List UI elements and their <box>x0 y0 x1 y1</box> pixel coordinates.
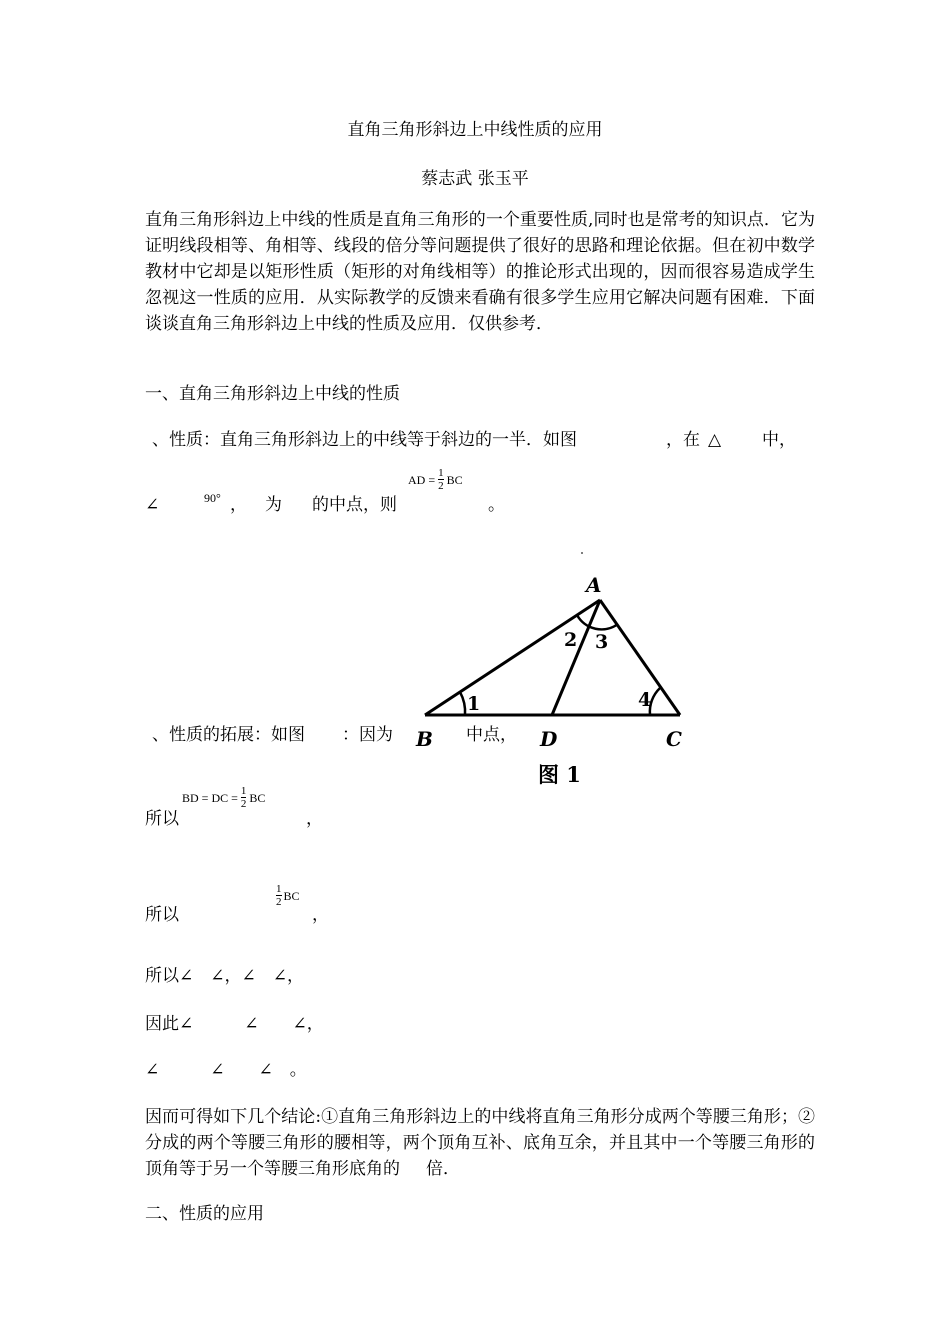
section-heading-2: 二、性质的应用 <box>145 1204 264 1224</box>
fraction-half <box>276 884 282 908</box>
conclusion-tail: 倍． <box>426 1159 460 1179</box>
formula-bd-dc-half-bc <box>182 786 265 810</box>
vertex-d: D <box>540 727 558 751</box>
conclusion-text: 因而可得如下几个结论:①直角三角形斜边上的中线将直角三角形分成两个等腰三角形；②分成的两个等腰三角形的腰相等，两个顶角互补、底角互余，并且其中一个等腰三角形的顶角等于另一个等腰三角形底角的 <box>145 1107 815 1179</box>
vertex-b: B <box>416 727 433 751</box>
angle-2-label: 2 <box>564 629 578 651</box>
arc-angle-1 <box>460 692 465 715</box>
property-2-because: ：因为 <box>342 725 393 745</box>
property-2-text: 、性质的拓展：如图 <box>152 725 305 745</box>
formula-lhs: AD = <box>408 472 436 487</box>
vertex-c: C <box>666 727 682 751</box>
formula-half-bc <box>276 884 300 908</box>
fraction-numerator: 1 <box>240 785 247 797</box>
figure-caption: 图 1 <box>538 762 581 787</box>
property-2-midpoint: 中点， <box>466 725 517 745</box>
angle-1-label: 1 <box>467 693 481 715</box>
authors: 蔡志武 张玉平 <box>421 169 529 189</box>
formula-rhs: BC <box>249 790 266 805</box>
conclusion-paragraph <box>145 1104 815 1182</box>
comma: ， <box>312 905 329 925</box>
formula-rhs: BC <box>446 472 463 487</box>
comma: ， <box>306 809 323 829</box>
section-heading-1: 一、直角三角形斜边上中线的性质 <box>145 384 400 404</box>
angle-3-label: 3 <box>595 631 609 653</box>
fraction-numerator: 1 <box>438 467 444 479</box>
figure-1-triangle <box>410 560 700 795</box>
angle-sum-line: ∠ ∠ ∠ 。 <box>145 1060 307 1080</box>
midpoint-then: 的中点，则 <box>312 495 397 515</box>
document-title: 直角三角形斜边上中线性质的应用 <box>347 120 603 140</box>
angle-arcs <box>460 615 660 715</box>
fraction-numerator: 1 <box>276 883 282 895</box>
formula-ad-half-bc <box>408 468 463 492</box>
fraction-denominator: 2 <box>240 798 247 810</box>
ninety-degrees: 90° <box>204 491 221 505</box>
vertex-a: A <box>586 573 602 597</box>
property-1-in: ，在 <box>666 430 700 450</box>
angle-4-label: 4 <box>638 689 652 711</box>
fraction-half <box>241 786 247 810</box>
therefore-1: 所以 <box>145 809 179 829</box>
side-ab <box>425 600 600 715</box>
comma: ， <box>230 495 247 515</box>
arc-angle-4 <box>650 688 660 715</box>
property-1-text: 、性质：直角三角形斜边上的中线等于斜边的一半．如图 <box>152 430 577 450</box>
intro-paragraph: 直角三角形斜边上中线的性质是直角三角形的一个重要性质,同时也是常考的知识点．它为证明线段相等、角相等、线段的倍分等问题提供了很好的思路和理论依据。但在初中数学教材中它却是以矩形性质（矩形的对角线相等）的推论形式出现的，因而很容易造成学生忽视这一性质的应用．从实际教学的反馈来看确有很多学生应用它解决问题有困难．下面谈谈直角三角形斜边上中线的性质及应用．仅供参考． <box>145 210 815 334</box>
fraction-half <box>438 468 444 492</box>
scan-dot <box>581 552 583 554</box>
therefore-angles: 所以∠ ∠，∠ ∠， <box>145 966 304 986</box>
fraction-denominator: 2 <box>276 896 282 908</box>
triangle-symbol: △ <box>708 430 722 450</box>
angle-labels <box>467 629 651 715</box>
word-wei: 为 <box>265 495 282 515</box>
therefore-2: 所以 <box>145 905 179 925</box>
period: 。 <box>488 495 505 515</box>
formula-lhs: BD = DC = <box>182 790 238 805</box>
property-1-middle: 中， <box>762 430 796 450</box>
angle-symbol: ∠ <box>145 495 160 515</box>
formula-rhs: BC <box>283 888 300 903</box>
fraction-denominator: 2 <box>438 480 444 492</box>
hence-angles: 因此∠ ∠ ∠， <box>145 1014 324 1034</box>
